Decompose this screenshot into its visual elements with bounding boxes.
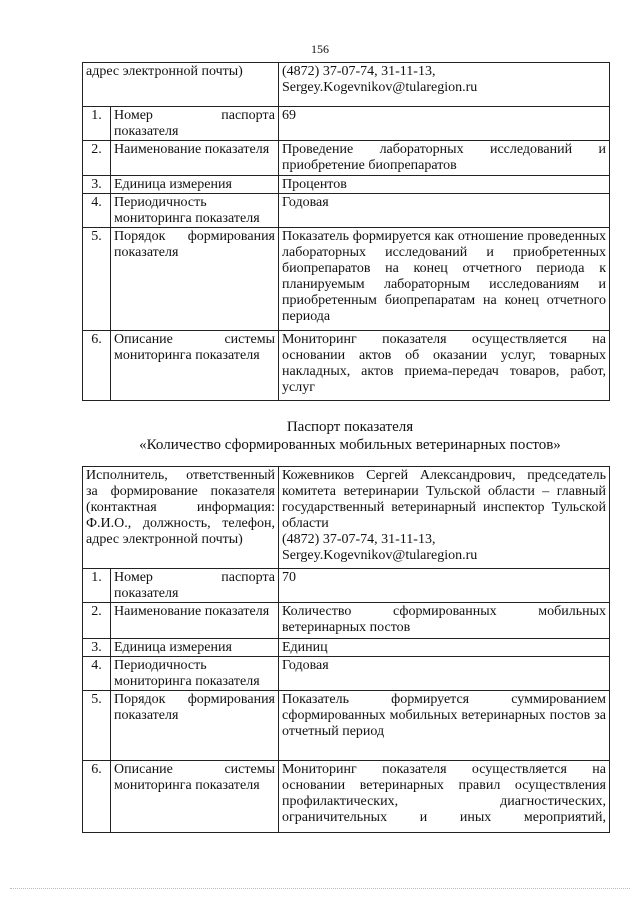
contact-person: Кожевников Сергей Александрович, председатель комитета ветеринарии Тульской области – главный государственный ветеринарный инспектор Тульской области	[282, 468, 606, 531]
table-row	[83, 691, 610, 761]
row-value: Мониторинг показателя осуществляется на основании ветеринарных правил осуществления профилактических, диагностических, ограничительных и иных мероприятий,	[279, 761, 610, 833]
contact-phone: (4872) 37-07-74, 31-11-13,	[282, 64, 436, 79]
row-label: Наименование показателя	[111, 603, 279, 639]
table-row	[83, 761, 610, 833]
row-number: 6.	[83, 331, 111, 401]
row-label: Единица измерения	[111, 176, 279, 194]
row-number: 3.	[83, 639, 111, 657]
table-row	[83, 639, 610, 657]
row-number: 3.	[83, 176, 111, 194]
passport-subheading: «Количество сформированных мобильных ветеринарных постов»	[139, 437, 561, 453]
contact-email: Sergey.Kogevnikov@tularegion.ru	[282, 548, 478, 563]
page-number: 156	[311, 42, 329, 56]
row-number: 1.	[83, 107, 111, 141]
passport-table-69	[82, 62, 610, 107]
row-label: Номер паспорта показателя	[111, 569, 279, 603]
row-value: 69	[279, 107, 610, 141]
passport-table-70	[82, 466, 610, 569]
row-value: 70	[279, 569, 610, 603]
row-number: 2.	[83, 141, 111, 176]
table-row	[83, 107, 610, 141]
contact-phone: (4872) 37-07-74, 31-11-13,	[282, 532, 436, 547]
row-number: 1.	[83, 569, 111, 603]
row-number: 2.	[83, 603, 111, 639]
row-value: Годовая	[279, 657, 610, 691]
table-row	[83, 194, 610, 228]
table-row	[83, 331, 610, 401]
contact-value	[279, 467, 610, 569]
row-number: 5.	[83, 228, 111, 331]
row-value: Процентов	[279, 176, 610, 194]
row-label: Порядок формирования показателя	[111, 691, 279, 761]
row-number: 4.	[83, 657, 111, 691]
row-number: 4.	[83, 194, 111, 228]
passport-table-69-rows	[82, 106, 610, 401]
row-label: Периодичность мониторинга показателя	[111, 657, 279, 691]
row-label: Периодичность мониторинга показателя	[111, 194, 279, 228]
contact-label: Исполнитель, ответственный за формирование показателя (контактная информация: Ф.И.О., должность, телефон, адрес электронной почты)	[83, 467, 279, 569]
row-value: Показатель формируется как отношение проведенных лабораторных исследований и приобретенных биопрепаратов на конец отчетного периода к планируемым лабораторным исследованиям и приобретенным биопрепаратам на конец отчетного периода	[279, 228, 610, 331]
row-number: 6.	[83, 761, 111, 833]
row-label: Наименование показателя	[111, 141, 279, 176]
row-value: Мониторинг показателя осуществляется на основании актов об оказании услуг, товарных накладных, актов приема-передач товаров, работ, услуг	[279, 331, 610, 401]
passport-table-70-rows	[82, 568, 610, 833]
row-label: Номер паспорта показателя	[111, 107, 279, 141]
contact-value	[279, 63, 610, 107]
contact-email: Sergey.Kogevnikov@tularegion.ru	[282, 80, 478, 95]
row-label: Описание системы мониторинга показателя	[111, 331, 279, 401]
table-row	[83, 657, 610, 691]
contact-label: адрес электронной почты)	[83, 63, 279, 107]
row-value: Количество сформированных мобильных ветеринарных постов	[279, 603, 610, 639]
table-row	[83, 228, 610, 331]
row-label: Описание системы мониторинга показателя	[111, 761, 279, 833]
row-label: Порядок формирования показателя	[111, 228, 279, 331]
row-value: Проведение лабораторных исследований и приобретение биопрепаратов	[279, 141, 610, 176]
contact-row	[83, 63, 610, 107]
scan-artifact-line	[10, 888, 630, 891]
table-row	[83, 569, 610, 603]
row-value: Годовая	[279, 194, 610, 228]
row-label: Единица измерения	[111, 639, 279, 657]
table-row	[83, 141, 610, 176]
passport-heading: Паспорт показателя	[286, 419, 414, 435]
contact-row	[83, 467, 610, 569]
row-value: Единиц	[279, 639, 610, 657]
table-row	[83, 176, 610, 194]
table-row	[83, 603, 610, 639]
row-value: Показатель формируется суммированием сформированных мобильных ветеринарных постов за отчетный период	[279, 691, 610, 761]
row-number: 5.	[83, 691, 111, 761]
